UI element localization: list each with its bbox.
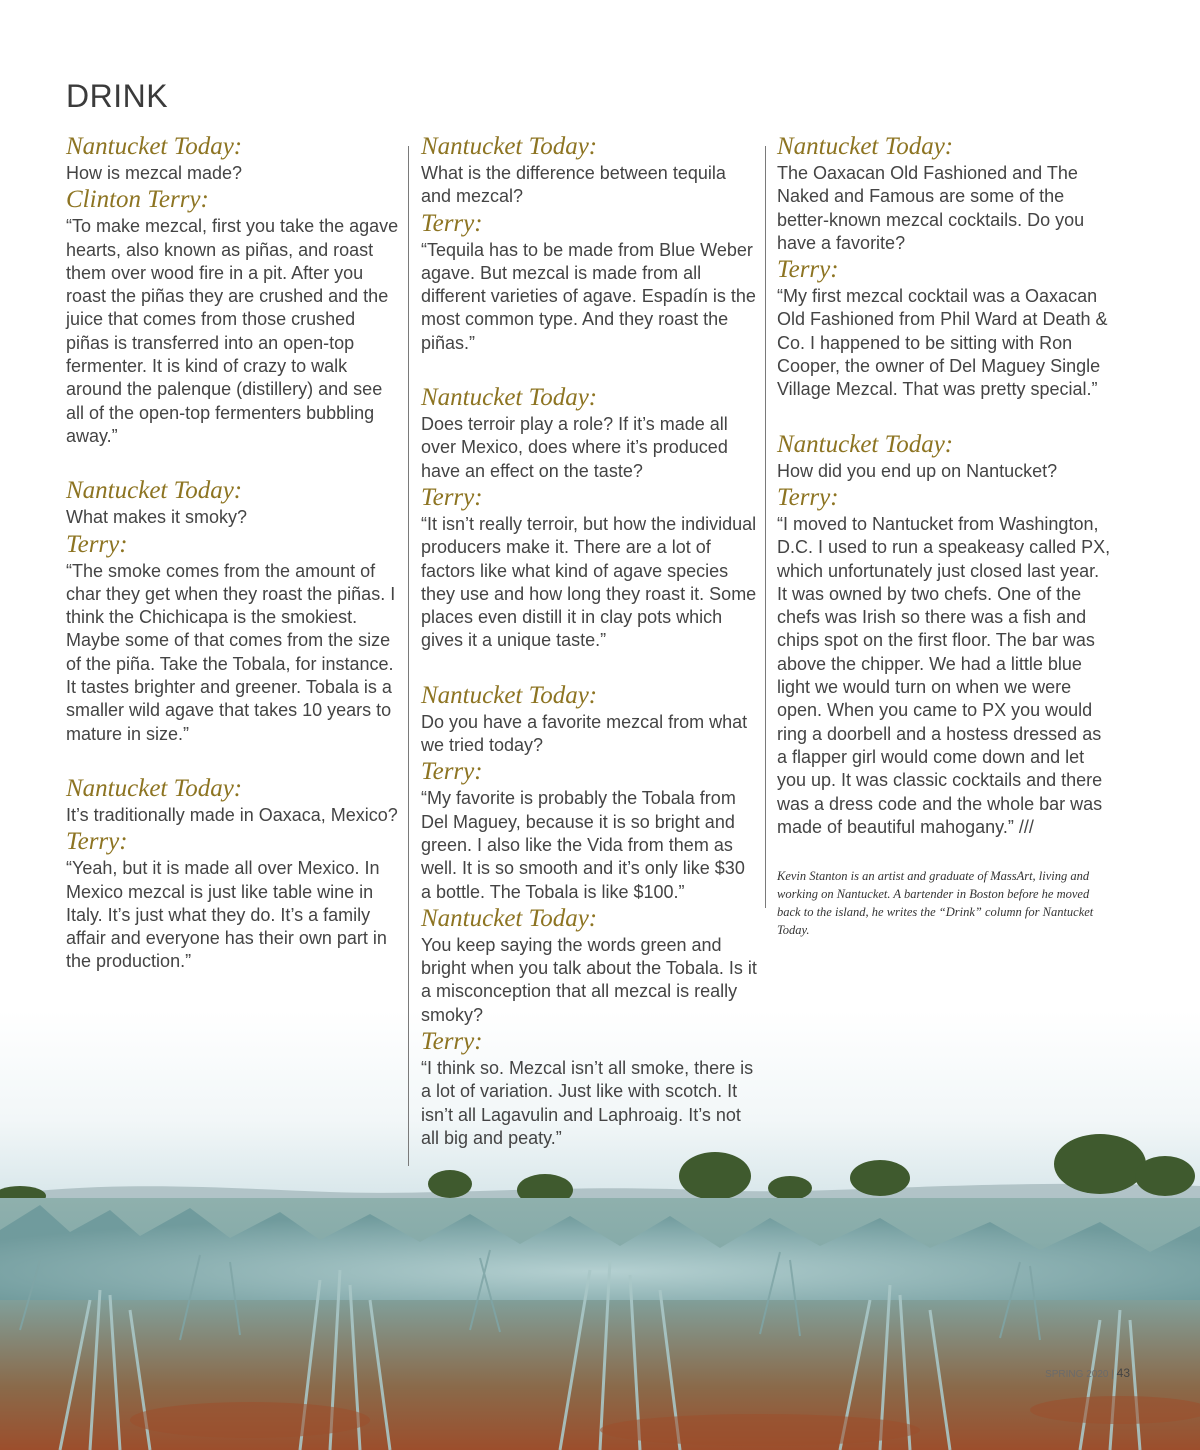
answer-text: “To make mezcal, first you take the agave hearts, also known as piñas, and roast them over wood fire in a pit. After you roast the piñas they are crushed and the juice that comes from those crushed piñas is transferred into an open-top fermenter. It is kind of crazy to walk around the palenque (distillery) and see all of the open-top fermenters bubbling away.” bbox=[66, 216, 399, 446]
issue-season: SPRING 2020 bbox=[1045, 1369, 1109, 1380]
question-text: What makes it smoky? bbox=[66, 507, 248, 528]
speaker-label: Nantucket Today: bbox=[777, 430, 954, 458]
answer-text: “Yeah, but it is made all over Mexico. In Mexico mezcal is just like table wine in Italy. It’s just what they do. It’s a family affair and everyone has their own part in the production.” bbox=[66, 858, 387, 972]
answer-text: “I moved to Nantucket from Washington, D.C. I used to run a speakeasy called PX, which unfortunately just closed last year. It was owned by two chefs. One of the chefs was Irish so there was a fish and chips spot on the first floor. The bar was above the chipper. We had a little blue light we would turn on when we were open. When you came to PX you would ring a doorbell and a hostess dressed as a flapper girl would come down and let you up. It was classic cocktails and there was a dress code and the whole bar was made of beautiful mahogany.” /// bbox=[777, 513, 1111, 837]
qa-block bbox=[421, 681, 757, 1150]
folio-separator: | bbox=[1111, 1369, 1114, 1380]
qa-block bbox=[421, 383, 757, 653]
question-text: How did you end up on Nantucket? bbox=[777, 460, 1058, 481]
speaker-label: Terry: bbox=[421, 758, 483, 786]
column-divider bbox=[408, 146, 409, 1166]
qa-block bbox=[66, 476, 402, 746]
speaker-label: Terry: bbox=[777, 256, 839, 284]
section-title: DRINK bbox=[66, 78, 169, 114]
speaker-label: Nantucket Today: bbox=[421, 133, 598, 160]
qa-block bbox=[777, 430, 1113, 839]
question-text: Does terroir play a role? If it’s made all over Mexico, does where it’s produced have an effect on the taste? bbox=[421, 414, 728, 481]
question-text: You keep saying the words green and bright when you talk about the Tobala. Is it a misconception that all mezcal is really smoky? bbox=[421, 934, 757, 1025]
speaker-label: Clinton Terry: bbox=[66, 186, 209, 214]
speaker-label: Nantucket Today: bbox=[66, 774, 243, 802]
answer-text: “The smoke comes from the amount of char they get when they roast the piñas. I think the Chichicapa is the smokiest. Maybe some of that comes from the size of the piña. Take the Tobala, for instance. It tastes brighter and greener. Tobala is a smaller wild agave that takes 10 years to mature in size.” bbox=[66, 560, 396, 744]
speaker-label: Nantucket Today: bbox=[777, 133, 954, 160]
speaker-label: Terry: bbox=[777, 483, 839, 511]
answer-text: “My first mezcal cocktail was a Oaxacan Old Fashioned from Phil Ward at Death & Co. I happened to be sitting with Ron Cooper, the owner of Del Maguey Single Village Mezcal. That was pretty special.” bbox=[777, 286, 1108, 400]
question-text: What is the difference between tequila and mezcal? bbox=[421, 163, 726, 207]
interview-column-2 bbox=[421, 132, 757, 1178]
answer-text: “My favorite is probably the Tobala from Del Maguey, because it is so bright and green. I also like the Vida from them as well. It is so smooth and it’s only like $30 a bottle. The Tobala is like $100.” bbox=[421, 788, 745, 902]
interview-column-1 bbox=[66, 132, 402, 1002]
speaker-label: Nantucket Today: bbox=[66, 477, 243, 505]
speaker-label: Terry: bbox=[421, 483, 483, 511]
answer-text: “I think so. Mezcal isn’t all smoke, there is a lot of variation. Just like with scotch. It isn’t all Lagavulin and Laphroaig. It’s not all big and peaty.” bbox=[421, 1058, 754, 1148]
speaker-label: Nantucket Today: bbox=[421, 384, 598, 412]
question-text: How is mezcal made? bbox=[66, 163, 243, 183]
qa-block bbox=[777, 132, 1113, 402]
speaker-label: Nantucket Today: bbox=[421, 681, 598, 709]
column-divider bbox=[765, 146, 766, 908]
qa-block bbox=[66, 774, 402, 974]
speaker-label: Terry: bbox=[421, 209, 483, 237]
qa-block bbox=[66, 132, 402, 448]
author-bio: Kevin Stanton is an artist and graduate of MassArt, living and working on Nantucket. A bartender in Boston before he moved back to the island, he writes the “Drink” column for Nantucket Today. bbox=[777, 869, 1094, 938]
interview-column-3 bbox=[777, 132, 1113, 939]
speaker-label: Terry: bbox=[421, 1028, 483, 1056]
speaker-label: Nantucket Today: bbox=[66, 133, 243, 160]
speaker-label: Terry: bbox=[66, 530, 128, 558]
page-folio bbox=[1045, 1366, 1130, 1380]
speaker-label: Terry: bbox=[66, 828, 128, 856]
question-text: It’s traditionally made in Oaxaca, Mexico? bbox=[66, 804, 398, 825]
answer-text: “It isn’t really terroir, but how the individual producers make it. There are a lot of factors like what kind of agave species they use and how long they roast it. Some places even distill it in clay pots which gives it a unique taste.” bbox=[421, 513, 757, 651]
question-text: Do you have a favorite mezcal from what we tried today? bbox=[421, 711, 748, 756]
answer-text: “Tequila has to be made from Blue Weber agave. But mezcal is made from all different varieties of agave. Espadín is the most common type. And they roast the piñas.” bbox=[421, 239, 756, 353]
qa-block bbox=[421, 132, 757, 355]
speaker-label: Nantucket Today: bbox=[421, 904, 598, 932]
page-number: 43 bbox=[1116, 1366, 1130, 1380]
question-text: The Oaxacan Old Fashioned and The Naked and Famous are some of the better-known mezcal cocktails. Do you have a favorite? bbox=[777, 163, 1085, 253]
